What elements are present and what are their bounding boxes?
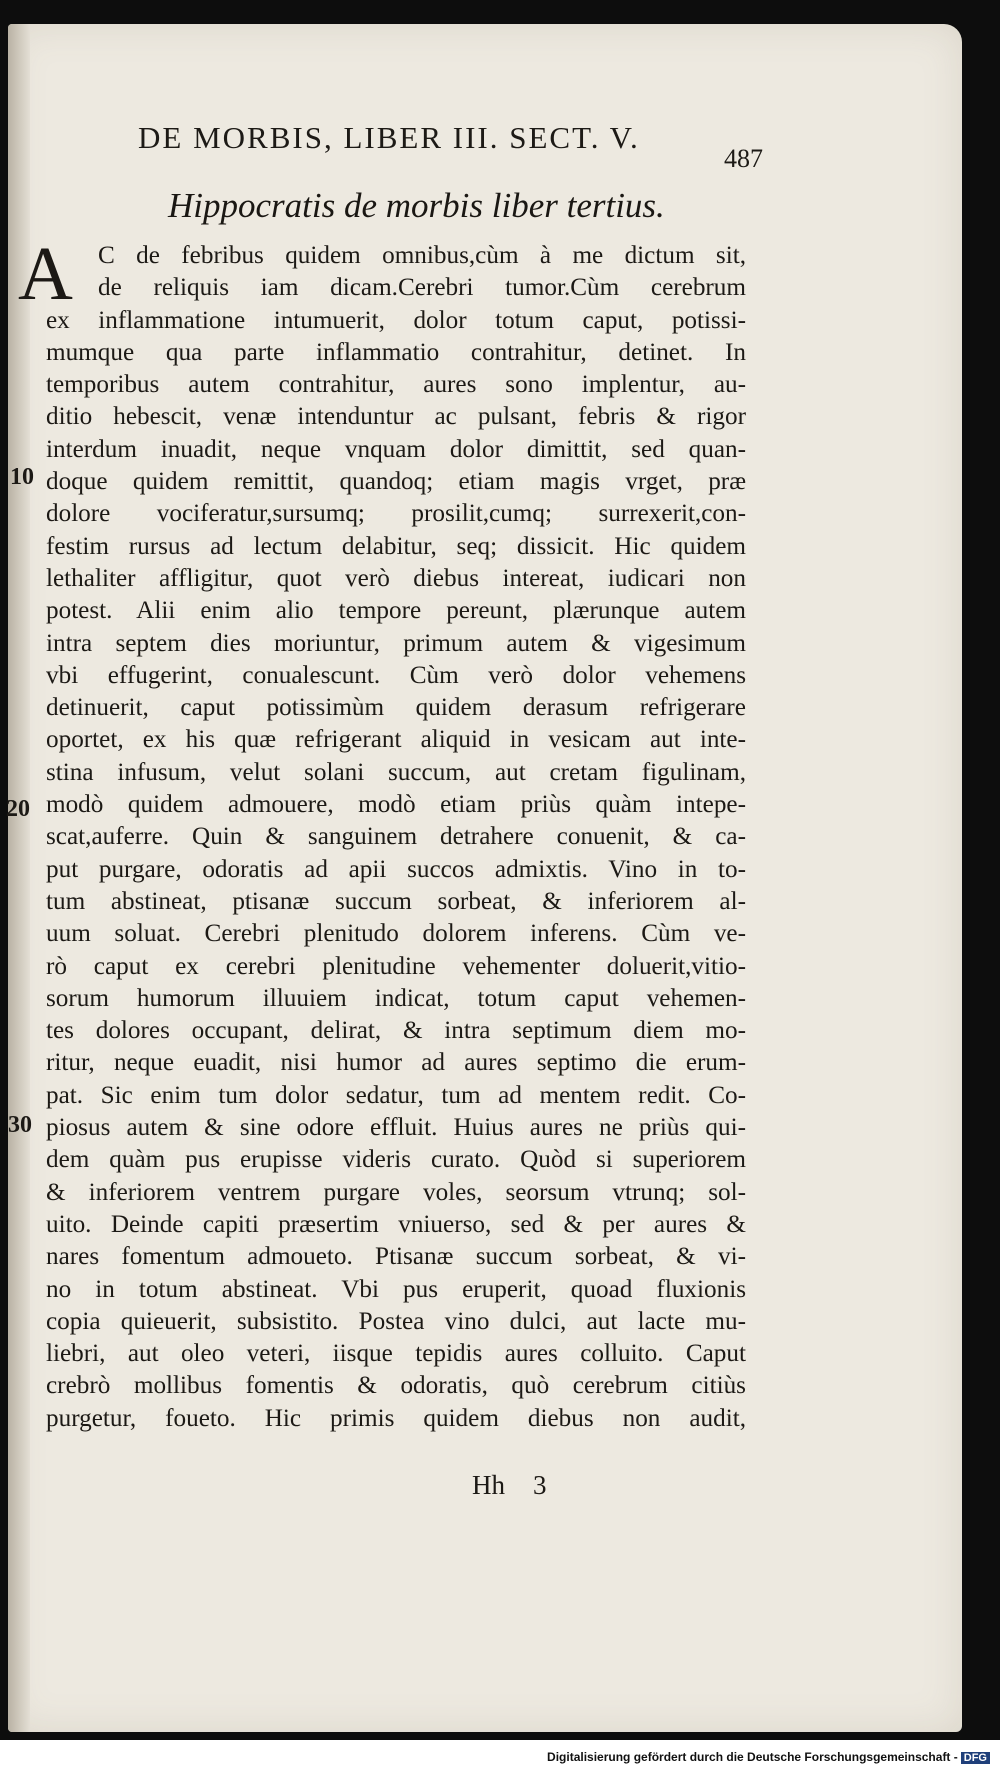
body-text	[46, 240, 746, 1435]
text-line: intra septem dies moriuntur, primum autem & vigesimum	[46, 629, 746, 657]
text-line: potest. Alii enim alio tempore pereunt, plærunque autem	[46, 597, 746, 625]
text-line: uum soluat. Cerebri plenitudo dolorem inferens. Cùm ve-	[46, 920, 746, 948]
text-line: put purgare, odoratis ad apii succos admixtis. Vino in to-	[46, 855, 746, 883]
text-line: modò quidem admouere, modò etiam priùs quàm intepe-	[46, 791, 746, 819]
running-head: DE MORBIS, LIBER III. SECT. V.	[138, 120, 640, 155]
text-line: oportet, ex his quæ refrigerant aliquid in vesicam aut inte-	[46, 726, 746, 754]
text-line: & inferiorem ventrem purgare voles, seorsum vtrunq; sol-	[46, 1178, 746, 1206]
text-line: doque quidem remittit, quandoq; etiam magis vrget, præ	[46, 468, 746, 496]
text-line: temporibus autem contrahitur, aures sono implentur, au-	[46, 371, 746, 399]
margin-line-number: 10	[10, 464, 34, 490]
text-line: dem quàm pus erupisse videris curato. Quòd si superiorem	[46, 1146, 746, 1174]
text-line: scat,auferre. Quin & sanguinem detrahere conuenit, & ca-	[46, 823, 746, 851]
margin-line-number: 30	[8, 1112, 32, 1138]
drop-cap: A	[18, 232, 73, 316]
text-line: rò caput ex cerebri plenitudine vehementer doluerit,vitio-	[46, 952, 746, 980]
text-line: lethaliter affligitur, quot verò diebus intereat, iudicari non	[46, 564, 746, 592]
text-line: purgetur, foueto. Hic primis quidem diebus non audit,	[46, 1404, 746, 1432]
text-line: ex inflammatione intumuerit, dolor totum caput, potissi-	[46, 306, 746, 334]
digitization-footer	[547, 1750, 990, 1764]
text-line: dolore vociferatur,sursumq; prosilit,cumq; surrexerit,con-	[46, 500, 746, 528]
text-line: liebri, aut oleo veteri, iisque tepidis aures colluito. Caput	[46, 1340, 746, 1368]
text-line: copia quieuerit, subsistito. Postea vino dulci, aut lacte mu-	[46, 1307, 746, 1335]
text-line: de reliquis iam dicam.Cerebri tumor.Cùm cerebrum	[98, 274, 746, 302]
text-line: C de febribus quidem omnibus,cùm à me dictum sit,	[98, 242, 746, 269]
text-line: sorum humorum illuuiem indicat, totum caput vehemen-	[46, 984, 746, 1012]
text-line: pat. Sic enim tum dolor sedatur, tum ad mentem redit. Co-	[46, 1081, 746, 1109]
text-line: interdum inuadit, neque vnquam dolor dimittit, sed quan-	[46, 435, 746, 463]
text-line: festim rursus ad lectum delabitur, seq; dissicit. Hic quidem	[46, 532, 746, 560]
text-line: stina infusum, velut solani succum, aut cretam figulinam,	[46, 758, 746, 786]
dfg-logo: DFG	[961, 1752, 990, 1764]
text-line: ditio hebescit, venæ intenduntur ac pulsant, febris & rigor	[46, 403, 746, 431]
text-line: tum abstineat, ptisanæ succum sorbeat, & inferiorem al-	[46, 887, 746, 915]
text-line: detinuerit, caput potissimùm quidem derasum refrigerare	[46, 694, 746, 722]
text-line: piosus autem & sine odore effluit. Huius aures ne priùs qui-	[46, 1114, 746, 1142]
text-line: crebrò mollibus fomentis & odoratis, quò cerebrum citiùs	[46, 1372, 746, 1400]
signature-mark	[472, 1470, 547, 1501]
text-line: nares fomentum admoueto. Ptisanæ succum sorbeat, & vi-	[46, 1243, 746, 1271]
section-title: Hippocratis de morbis liber tertius.	[168, 186, 665, 225]
text-line: ritur, neque euadit, nisi humor ad aures septimo die erum-	[46, 1049, 746, 1077]
signature-letters: Hh	[472, 1470, 505, 1500]
text-line: no in totum abstineat. Vbi pus eruperit, quoad fluxionis	[46, 1275, 746, 1303]
text-line: mumque qua parte inflammatio contrahitur, detinet. In	[46, 338, 746, 366]
text-line: tes dolores occupant, delirat, & intra septimum diem mo-	[46, 1017, 746, 1045]
margin-line-number: 20	[6, 796, 30, 822]
footer-text: Digitalisierung gefördert durch die Deutsche Forschungsgemeinschaft -	[547, 1750, 958, 1764]
signature-number: 3	[533, 1470, 547, 1500]
text-line: uito. Deinde capiti præsertim vniuerso, sed & per aures &	[46, 1210, 746, 1238]
text-line: vbi effugerint, conualescunt. Cùm verò dolor vehemens	[46, 661, 746, 689]
page-number: 487	[724, 144, 763, 173]
